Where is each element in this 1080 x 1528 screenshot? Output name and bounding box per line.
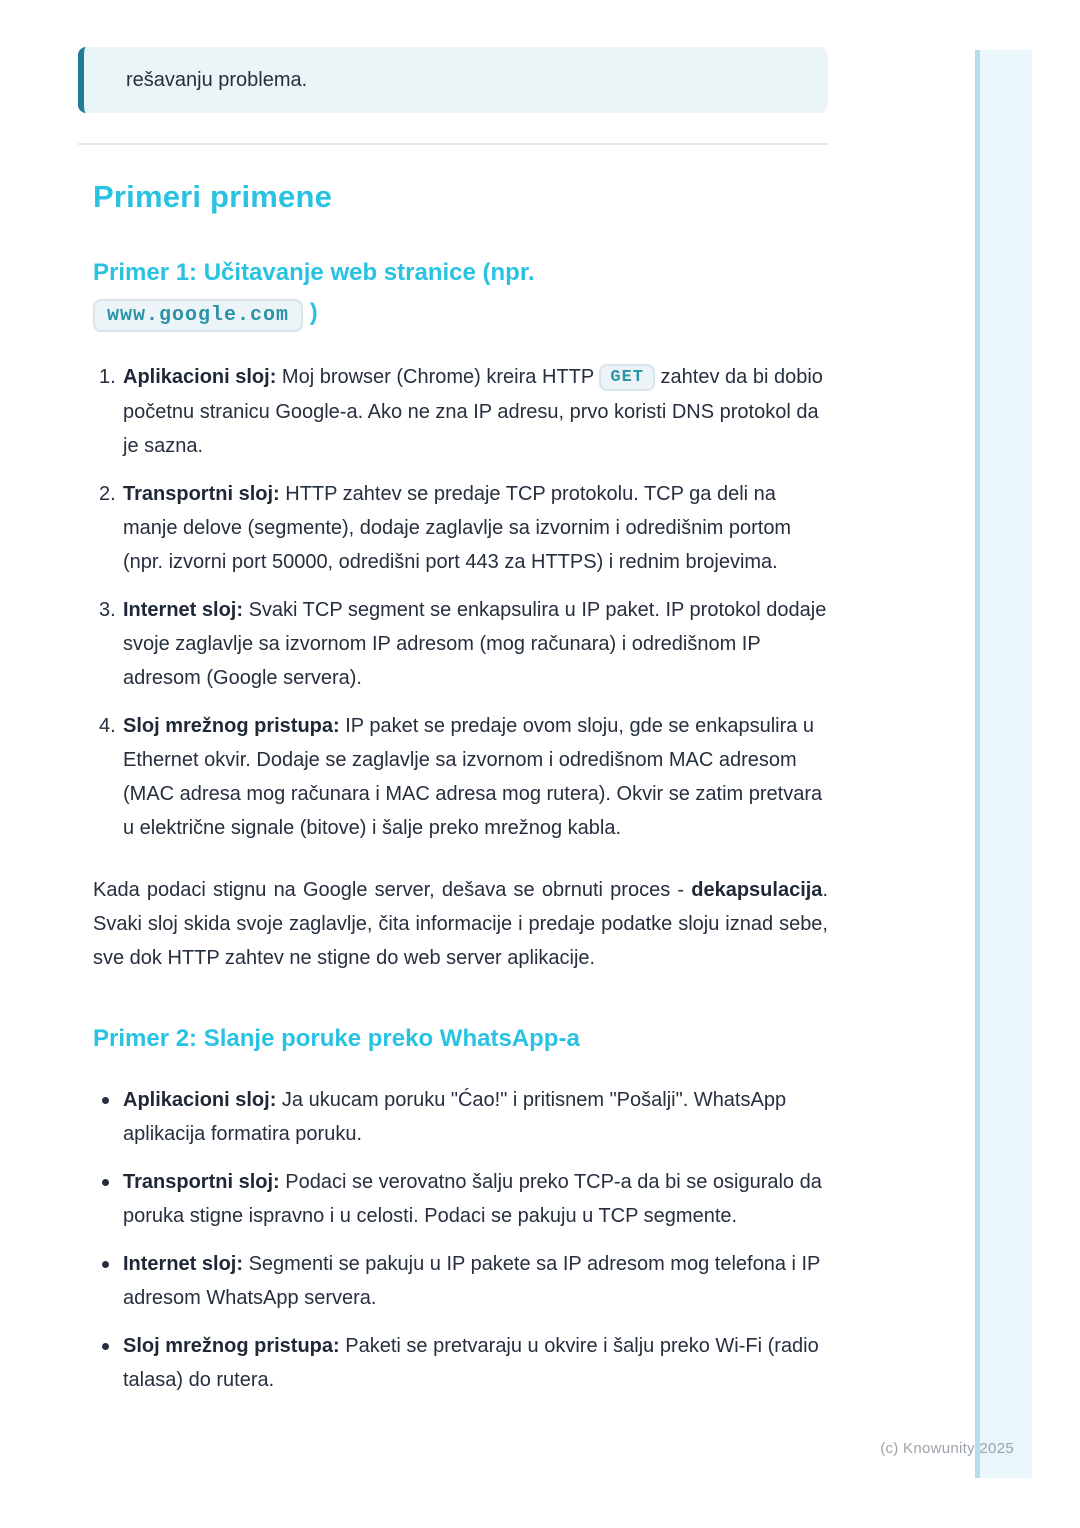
list-item-label: Sloj mrežnog pristupa: [123,715,340,737]
example1-numbered-list [93,360,828,845]
list-item-label: Internet sloj: [123,599,244,621]
list-item [93,1083,828,1151]
section-divider [78,143,828,145]
list-item-text: zahtev da bi dobio početnu stranicu Google-a. Ako ne zna IP adresu, prvo koristi DNS protokol da je sazna. [123,366,823,457]
list-item [93,477,828,579]
footer-credit: (c) Knowunity 2025 [880,1440,1014,1457]
list-item-number: 1. [99,366,116,388]
bullet-icon [102,1261,109,1268]
list-item-number: 4. [99,715,116,737]
example2-bullet-list [93,1083,828,1397]
list-item-text: Podaci se verovatno šalju preko TCP-a da bi se osiguralo da poruka stigne ispravno i u celosti. Podaci se pakuju u TCP segmente. [123,1171,822,1227]
list-item [93,1329,828,1397]
example1-heading-text: Primer 1: Učitavanje web stranice (npr. [93,259,535,286]
document-content [78,47,828,1411]
list-item-number: 3. [99,599,116,621]
list-item-label: Transportni sloj: [123,483,280,505]
list-item-label: Aplikacioni sloj: [123,1089,277,1111]
bullet-icon [102,1097,109,1104]
example1-heading-close-paren: ) [309,299,318,326]
callout-text: rešavanju problema. [126,69,308,91]
paragraph-text: Kada podaci stignu na Google server, dešava se obrnuti proces - [93,879,692,901]
list-item-label: Transportni sloj: [123,1171,280,1193]
section-title: Primeri primene [93,179,333,214]
list-item-text: IP paket se predaje ovom sloju, gde se enkapsulira u Ethernet okvir. Dodaje se zaglavlje sa izvornom i odredišnom MAC adresom (MAC adresa mog računara i MAC adresa mog rutera). Okvir se zatim pretvara u električne signale (bitove) i šalje preko mrežnog kabla. [123,715,823,839]
dekapsulacija-paragraph [93,873,828,975]
list-item-label: Aplikacioni sloj: [123,366,277,388]
list-item-number: 2. [99,483,116,505]
paragraph-bold-term: dekapsulacija [691,879,823,901]
list-item-text: Paketi se pretvaraju u okvire i šalju preko Wi-Fi (radio talasa) do rutera. [123,1335,819,1391]
callout-quote [78,47,828,113]
example1-heading [93,253,828,336]
list-item [93,360,828,463]
http-get-code-chip: GET [599,364,655,391]
list-item-label: Sloj mrežnog pristupa: [123,1335,340,1357]
list-item-label: Internet sloj: [123,1253,244,1275]
example2-heading: Primer 2: Slanje poruke preko WhatsApp-a [93,1025,580,1052]
list-item [93,1165,828,1233]
list-item [93,593,828,695]
list-item [93,1247,828,1315]
paragraph-text: . Svaki sloj skida svoje zaglavlje, čita informacije i predaje podatke sloju iznad sebe, sve dok HTTP zahtev ne stigne do web server aplikacije. [93,879,828,969]
list-item [93,709,828,845]
list-item-text: HTTP zahtev se predaje TCP protokolu. TCP ga deli na manje delove (segmente), dodaje zaglavlje sa izvornim i odredišnim portom (npr. izvorni port 50000, odredišni port 443 za HTTPS) i rednim brojevima. [123,483,792,573]
list-item-text: Svaki TCP segment se enkapsulira u IP paket. IP protokol dodaje svoje zaglavlje sa izvornom IP adresom (mog računara) i odredišnom IP adresom (Google servera). [123,599,827,689]
page-side-accent-bar [975,50,1032,1478]
bullet-icon [102,1343,109,1350]
example1-heading-code-chip: www.google.com [93,299,303,332]
bullet-icon [102,1179,109,1186]
list-item-text: Ja ukucam poruku "Ćao!" i pritisnem "Pošalji". WhatsApp aplikacija formatira poruku. [123,1089,787,1145]
list-item-text: Segmenti se pakuju u IP pakete sa IP adresom mog telefona i IP adresom WhatsApp servera. [123,1253,821,1309]
list-item-text: Moj browser (Chrome) kreira HTTP [276,366,600,388]
